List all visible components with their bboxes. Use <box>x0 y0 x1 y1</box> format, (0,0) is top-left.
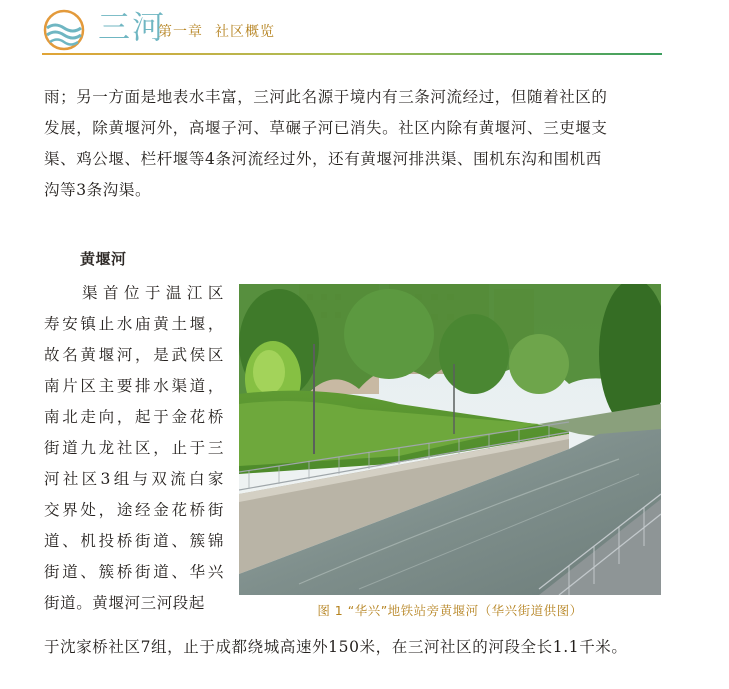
logo-text: 三河 <box>98 8 167 46</box>
text-line: 渠首位于温江区 <box>82 284 224 302</box>
section-name: 社区概览 <box>215 24 275 40</box>
paragraph-intro <box>44 82 666 206</box>
text-line: 交界处，途经金花桥街 <box>44 501 224 519</box>
section-subheading: 黄堰河 <box>80 250 127 268</box>
sanhe-logo-icon <box>42 8 86 52</box>
text-line: 故名黄堰河，是武侯区 <box>44 346 224 364</box>
chapter-title <box>158 21 275 41</box>
text-line: 街道、簇桥街道、华兴 <box>44 563 224 581</box>
text-line: 街道。黄堰河三河段起 <box>44 594 206 612</box>
chapter-number: 第一章 <box>158 24 203 40</box>
paragraph-huangyan-river <box>44 278 224 619</box>
text-line: 沟等3条沟渠。 <box>44 181 152 199</box>
text-line: 寿安镇止水庙黄土堰， <box>44 315 224 333</box>
river-photo <box>239 284 661 595</box>
text-line: 雨；另一方面是地表水丰富，三河此名源于境内有三条河流经过，但随着社区的 <box>44 88 608 106</box>
text-line: 道、机投桥街道、簇锦 <box>44 532 224 550</box>
page-header <box>40 6 660 52</box>
header-divider <box>42 53 662 55</box>
text-line: 渠、鸡公堰、栏杆堰等4条河流经过外，还有黄堰河排洪渠、围机东沟和围机西 <box>44 150 602 168</box>
paragraph-continuation: 于沈家桥社区7组，止于成都绕城高速外150米，在三河社区的河段全长1.1千米。 <box>44 638 628 656</box>
text-line: 南北走向，起于金花桥 <box>44 408 224 426</box>
text-line: 河社区3组与双流白家 <box>44 470 224 488</box>
text-line: 南片区主要排水渠道， <box>44 377 224 395</box>
text-line: 发展，除黄堰河外，高堰子河、草碾子河已消失。社区内除有黄堰河、三吏堰支 <box>44 119 608 137</box>
figure-caption: 图 1 “华兴”地铁站旁黄堰河（华兴街道供图） <box>317 603 583 618</box>
text-line: 街道九龙社区，止于三 <box>44 439 224 457</box>
